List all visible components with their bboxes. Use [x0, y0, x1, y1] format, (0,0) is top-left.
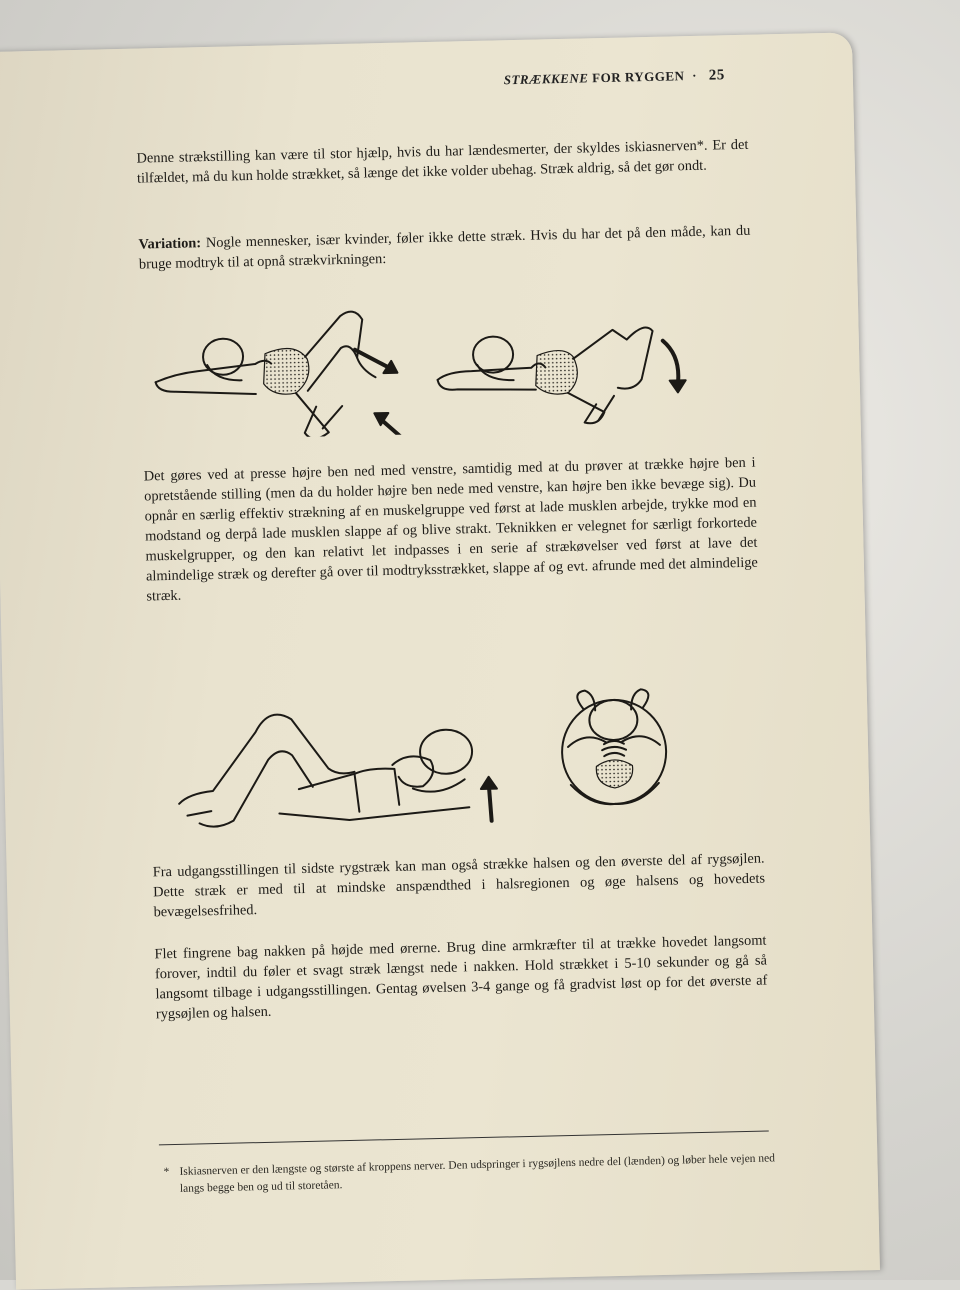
running-head-title: FOR RYGGEN: [591, 68, 685, 86]
footnote-marker: *: [163, 1166, 170, 1179]
running-head-separator: ·: [692, 67, 698, 83]
variation-label: Variation:: [138, 235, 202, 253]
book-page: [0, 32, 880, 1289]
footnote-divider: [159, 1131, 769, 1146]
paragraph-neck-instructions: Flet fingrene bag nakken på højde med ørerne. Brug dine armkræfter til at trække hovedet langsomt forover, indtil du føler et svagt stræk længst nede i nakken. Hold strækket i 5-10 sekunder og gå så langsomt tilbage i udgangsstillingen. Gentag øvelsen 3-4 gange og få gradvist løst op for det øverste af rygsøjlen og halsen.: [154, 932, 768, 1023]
paragraph-intro: Denne strækstilling kan være til stor hjælp, hvis du har lændesmerter, der skyldes iskiasnerven*. Er det tilfældet, må du kun holde strækket, så længe det ikke volder ubehag. Stræk aldrig, så det gør ondt.: [136, 136, 749, 187]
neck-stretch-top-figure: [555, 686, 708, 839]
footnote: [163, 1150, 776, 1198]
running-head-italic: STRÆKKENE: [503, 70, 589, 88]
footnote-text: Iskiasnerven er den længste og største af kroppens nerver. Den udspringer i rygsøjlens nedre del (lænden) og løber hele vejen ned langs begge ben og ud til storetåen.: [179, 1152, 776, 1195]
neck-stretch-side-figure: [167, 690, 510, 848]
running-head: [504, 67, 725, 89]
paragraph-variation: [138, 221, 751, 275]
leg-lower-figure: [426, 294, 699, 440]
leg-press-down-figure: [144, 294, 417, 440]
variation-text: Nogle mennesker, især kvinder, føler ikke dette stræk. Hvis du har det på den måde, kan du bruge modtryk til at opnå strækvirkningen:: [138, 222, 751, 273]
paragraph-neck-intro: Fra udgangsstillingen til sidste rygstræk kan man også strække halsen og den øverste del af rygsøjlen. Dette stræk er med til at mindske anspændthed i halsregionen og øge halsens og hovedets bevægelsesfrihed.: [152, 850, 766, 921]
page-number: 25: [708, 67, 725, 84]
paragraph-technique: Det gøres ved at presse højre ben ned med venstre, samtidig med at du prøver at trække højre ben i opretstående stilling (men da du holder højre ben nede med venstre, kan højre ben ikke bevæge sig). Du opnår en særlig effektiv strækning af en muskelgruppe ved først at lade musklen arbejde, trykke mod en modstand og derpå lade musklen slappe af og blive strakt. Teknikken er velegnet for særligt forkortede muskelgrupper, og den kan relativt let indpasses i en serie af strækøvelser ved først at lave det almindelige stræk og derefter gå over til modtryksstrækket, slappe af og evt. afrunde med det almindelige stræk.: [143, 454, 759, 605]
